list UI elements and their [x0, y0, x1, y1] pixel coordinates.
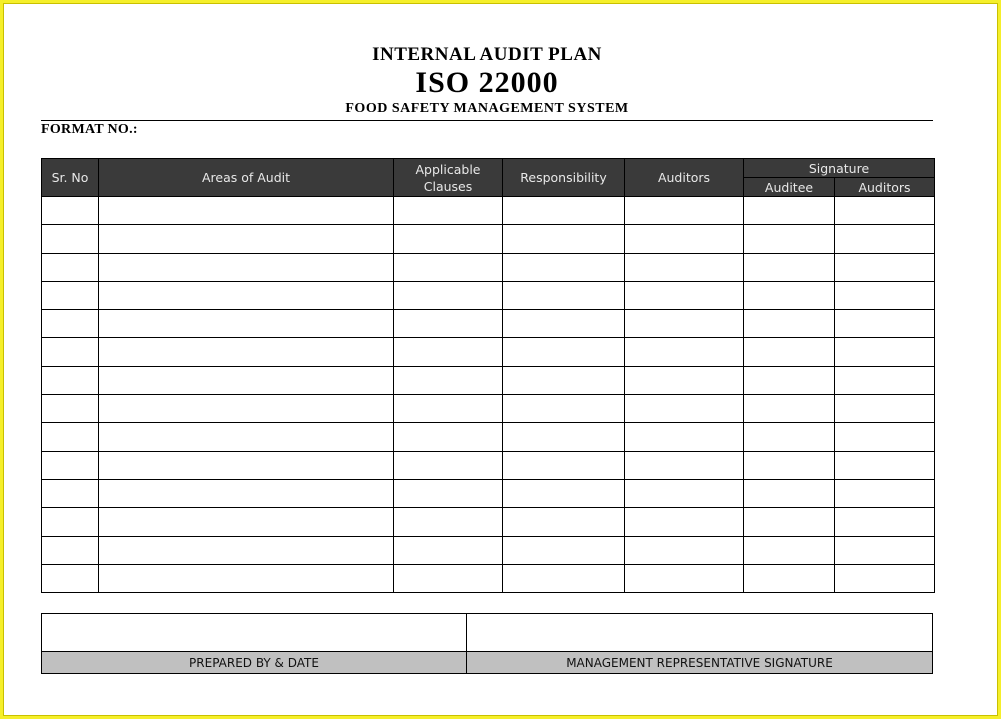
applicable-clauses-cell[interactable] — [394, 564, 503, 592]
applicable-clauses-cell[interactable] — [394, 423, 503, 451]
sr-no-cell[interactable] — [42, 508, 99, 536]
sr-no-cell[interactable] — [42, 225, 99, 253]
auditors-cell[interactable] — [625, 479, 744, 507]
areas-of-audit-cell[interactable] — [99, 451, 394, 479]
column-header-applicable-clauses — [394, 159, 503, 197]
auditors-signature-cell[interactable] — [835, 253, 935, 281]
auditee-signature-cell[interactable] — [744, 281, 835, 309]
auditors-signature-cell[interactable] — [835, 338, 935, 366]
areas-of-audit-cell[interactable] — [99, 479, 394, 507]
responsibility-cell[interactable] — [503, 395, 625, 423]
auditors-signature-cell[interactable] — [835, 197, 935, 225]
table-row — [42, 479, 935, 507]
auditors-cell[interactable] — [625, 423, 744, 451]
format-number-label: FORMAT NO.: — [41, 122, 138, 137]
prepared-by-signature-field[interactable] — [42, 614, 467, 652]
auditee-signature-cell[interactable] — [744, 197, 835, 225]
document-title: INTERNAL AUDIT PLAN — [372, 44, 602, 65]
table-row — [42, 451, 935, 479]
areas-of-audit-cell[interactable] — [99, 564, 394, 592]
auditors-signature-cell[interactable] — [835, 423, 935, 451]
auditors-cell[interactable] — [625, 451, 744, 479]
responsibility-cell[interactable] — [503, 225, 625, 253]
auditors-cell[interactable] — [625, 253, 744, 281]
auditors-signature-cell[interactable] — [835, 564, 935, 592]
management-representative-signature-label: MANAGEMENT REPRESENTATIVE SIGNATURE — [467, 652, 933, 674]
areas-of-audit-cell[interactable] — [99, 197, 394, 225]
applicable-clauses-cell[interactable] — [394, 479, 503, 507]
responsibility-cell[interactable] — [503, 479, 625, 507]
column-header-sr-no: Sr. No — [42, 159, 99, 197]
column-header-clauses-line1: Applicable — [415, 161, 481, 177]
areas-of-audit-cell[interactable] — [99, 536, 394, 564]
column-header-signature-auditors: Auditors — [835, 178, 935, 197]
auditee-signature-cell[interactable] — [744, 310, 835, 338]
auditee-signature-cell[interactable] — [744, 366, 835, 394]
applicable-clauses-cell[interactable] — [394, 281, 503, 309]
auditors-signature-cell[interactable] — [835, 508, 935, 536]
areas-of-audit-cell[interactable] — [99, 338, 394, 366]
sr-no-cell[interactable] — [42, 253, 99, 281]
auditors-signature-cell[interactable] — [835, 536, 935, 564]
applicable-clauses-cell[interactable] — [394, 451, 503, 479]
auditors-signature-cell[interactable] — [835, 225, 935, 253]
areas-of-audit-cell[interactable] — [99, 366, 394, 394]
auditee-signature-cell[interactable] — [744, 253, 835, 281]
responsibility-cell[interactable] — [503, 564, 625, 592]
areas-of-audit-cell[interactable] — [99, 423, 394, 451]
column-header-auditee: Auditee — [744, 178, 835, 197]
responsibility-cell[interactable] — [503, 253, 625, 281]
audit-table-body — [42, 197, 935, 593]
areas-of-audit-cell[interactable] — [99, 310, 394, 338]
areas-of-audit-cell[interactable] — [99, 253, 394, 281]
sr-no-cell[interactable] — [42, 197, 99, 225]
auditors-signature-cell[interactable] — [835, 451, 935, 479]
auditee-signature-cell[interactable] — [744, 451, 835, 479]
table-row — [42, 225, 935, 253]
auditors-cell[interactable] — [625, 366, 744, 394]
sr-no-cell[interactable] — [42, 281, 99, 309]
auditee-signature-cell[interactable] — [744, 338, 835, 366]
column-header-responsibility: Responsibility — [503, 159, 625, 197]
table-row — [42, 338, 935, 366]
auditors-signature-cell[interactable] — [835, 395, 935, 423]
auditee-signature-cell[interactable] — [744, 395, 835, 423]
table-row — [42, 536, 935, 564]
sr-no-cell[interactable] — [42, 366, 99, 394]
sr-no-cell[interactable] — [42, 451, 99, 479]
prepared-by-label: PREPARED BY & DATE — [42, 652, 467, 674]
responsibility-cell[interactable] — [503, 508, 625, 536]
responsibility-cell[interactable] — [503, 197, 625, 225]
applicable-clauses-cell[interactable] — [394, 197, 503, 225]
areas-of-audit-cell[interactable] — [99, 225, 394, 253]
sr-no-cell[interactable] — [42, 310, 99, 338]
auditee-signature-cell[interactable] — [744, 225, 835, 253]
sr-no-cell[interactable] — [42, 395, 99, 423]
auditors-cell[interactable] — [625, 508, 744, 536]
responsibility-cell[interactable] — [503, 423, 625, 451]
auditors-cell[interactable] — [625, 536, 744, 564]
sr-no-cell[interactable] — [42, 536, 99, 564]
sr-no-cell[interactable] — [42, 338, 99, 366]
applicable-clauses-cell[interactable] — [394, 338, 503, 366]
table-row — [42, 508, 935, 536]
approval-table — [41, 613, 933, 674]
standard-title: ISO 22000 — [415, 66, 559, 99]
table-row — [42, 310, 935, 338]
auditee-signature-cell[interactable] — [744, 423, 835, 451]
table-row — [42, 253, 935, 281]
table-row — [42, 281, 935, 309]
column-header-areas-of-audit: Areas of Audit — [99, 159, 394, 197]
column-header-auditors: Auditors — [625, 159, 744, 197]
areas-of-audit-cell[interactable] — [99, 508, 394, 536]
auditors-cell[interactable] — [625, 395, 744, 423]
auditors-cell[interactable] — [625, 197, 744, 225]
auditors-signature-cell[interactable] — [835, 310, 935, 338]
auditors-signature-cell[interactable] — [835, 281, 935, 309]
management-representative-signature-field[interactable] — [467, 614, 933, 652]
table-row — [42, 564, 935, 592]
responsibility-cell[interactable] — [503, 281, 625, 309]
responsibility-cell[interactable] — [503, 366, 625, 394]
auditors-signature-cell[interactable] — [835, 479, 935, 507]
applicable-clauses-cell[interactable] — [394, 536, 503, 564]
applicable-clauses-cell[interactable] — [394, 310, 503, 338]
auditors-cell[interactable] — [625, 225, 744, 253]
auditee-signature-cell[interactable] — [744, 536, 835, 564]
table-row — [42, 423, 935, 451]
auditors-cell[interactable] — [625, 281, 744, 309]
header-divider — [41, 120, 933, 121]
table-row — [42, 395, 935, 423]
column-header-clauses-line2: Clauses — [423, 178, 473, 194]
audit-plan-table — [41, 158, 935, 593]
applicable-clauses-cell[interactable] — [394, 508, 503, 536]
auditee-signature-cell[interactable] — [744, 564, 835, 592]
applicable-clauses-cell[interactable] — [394, 395, 503, 423]
applicable-clauses-cell[interactable] — [394, 366, 503, 394]
auditors-cell[interactable] — [625, 310, 744, 338]
sr-no-cell[interactable] — [42, 564, 99, 592]
table-row — [42, 197, 935, 225]
sr-no-cell[interactable] — [42, 479, 99, 507]
areas-of-audit-cell[interactable] — [99, 281, 394, 309]
auditors-cell[interactable] — [625, 564, 744, 592]
document-subtitle: FOOD SAFETY MANAGEMENT SYSTEM — [345, 101, 629, 116]
column-header-signature: Signature — [744, 159, 935, 178]
responsibility-cell[interactable] — [503, 451, 625, 479]
areas-of-audit-cell[interactable] — [99, 395, 394, 423]
auditors-signature-cell[interactable] — [835, 366, 935, 394]
responsibility-cell[interactable] — [503, 338, 625, 366]
auditee-signature-cell[interactable] — [744, 479, 835, 507]
applicable-clauses-cell[interactable] — [394, 225, 503, 253]
applicable-clauses-cell[interactable] — [394, 253, 503, 281]
sr-no-cell[interactable] — [42, 423, 99, 451]
auditee-signature-cell[interactable] — [744, 508, 835, 536]
table-row — [42, 366, 935, 394]
responsibility-cell[interactable] — [503, 536, 625, 564]
responsibility-cell[interactable] — [503, 310, 625, 338]
auditors-cell[interactable] — [625, 338, 744, 366]
